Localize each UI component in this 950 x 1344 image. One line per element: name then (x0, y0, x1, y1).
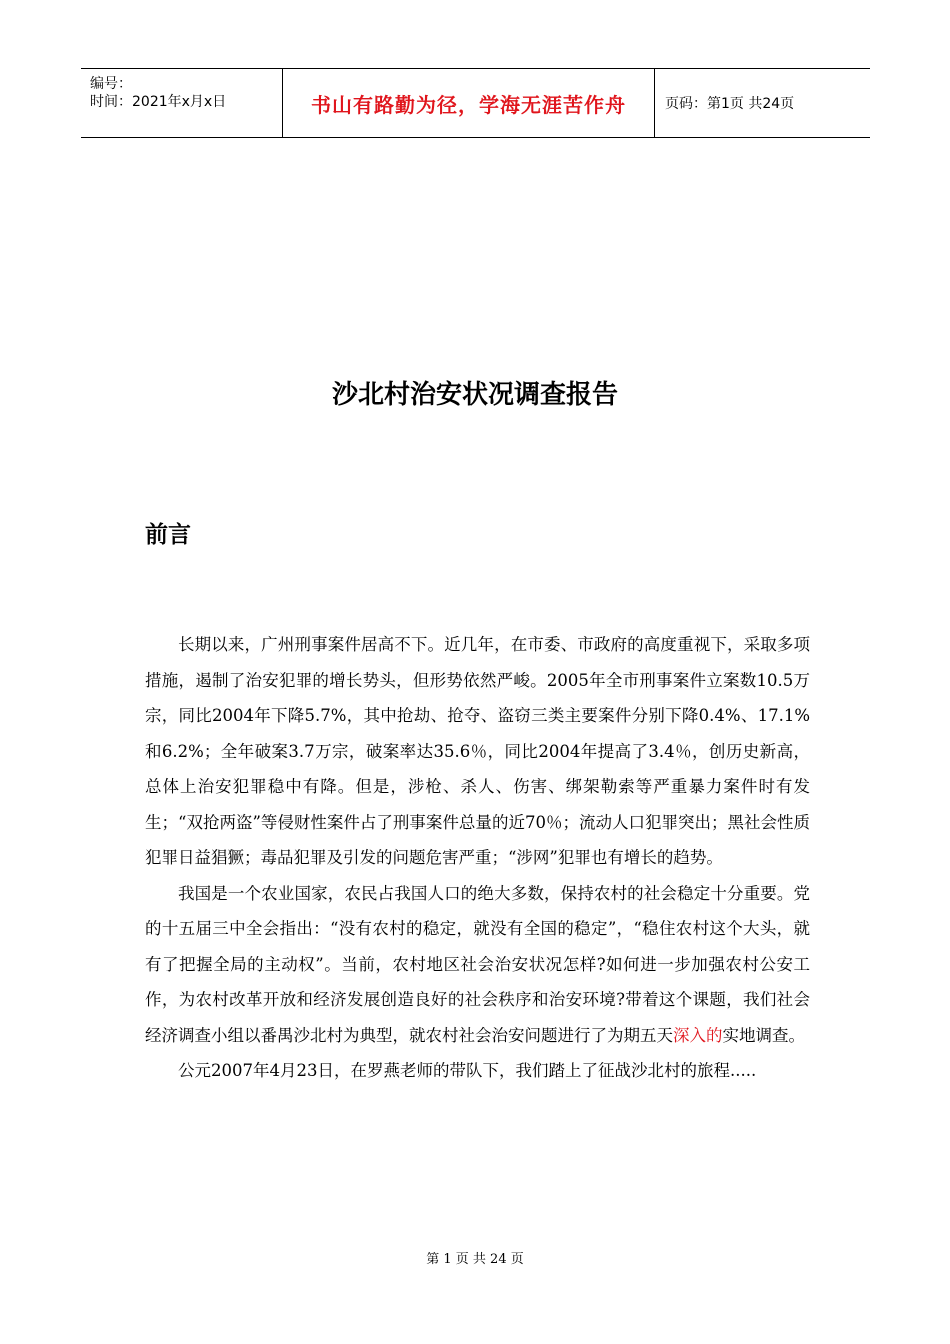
number-label: 编号： (90, 76, 132, 92)
paragraph-text: 我国是一个农业国家，农民占我国人口的绝大多数，保持农村的社会稳定十分重要。党的十五届三中全会指出：“没有农村的稳定，就没有全国的稳定”，“稳住农村这个大头，就有了把握全局的主动权”。当前，农村地区社会治安状况怎样?如何进一步加强农村公安工作，为农村改革开放和经济发展创造良好的社会秩序和治安环境?带着这个课题，我们社会经济调查小组以番禺沙北村为典型，就农村社会治安问题进行了为期五天 (145, 883, 810, 1045)
date-line: 时间：2021年x月x日 (90, 94, 227, 110)
highlighted-text: 深入的 (673, 1025, 723, 1045)
section-heading: 前言 (145, 522, 191, 548)
paragraph: 长期以来，广州刑事案件居高不下。近几年，在市委、市政府的高度重视下，采取多项措施，遏制了治安犯罪的增长势头，但形势依然严峻。2005年全市刑事案件立案数10.5万宗，同比2004年下降5.7%，其中抢劫、抢夺、盗窃三类主要案件分别下降0.4%、17.1%和6.2%；全年破案3.7万宗，破案率达35.6％，同比2004年提高了3.4％，创历史新高，总体上治安犯罪稳中有降。但是，涉枪、杀人、伤害、绑架勒索等严重暴力案件时有发生；“双抢两盗”等侵财性案件占了刑事案件总量的近70％；流动人口犯罪突出；黑社会性质犯罪日益猖獗；毒品犯罪及引发的问题危害严重；“涉网”犯罪也有增长的趋势。 (145, 635, 810, 867)
header-motto: 书山有路勤为径，学海无涯苦作舟 (311, 92, 626, 117)
header-table (81, 68, 870, 138)
document-body (145, 627, 810, 1089)
header-divider (654, 69, 655, 137)
document-title: 沙北村治安状况调查报告 (331, 380, 618, 410)
header-page-info: 页码：第1页 共24页 (665, 96, 795, 112)
page-footer: 第 1 页 共 24 页 (426, 1252, 524, 1267)
paragraph (145, 876, 810, 1054)
header-meta-cell (81, 69, 282, 137)
paragraph: 公元2007年4月23日，在罗燕老师的带队下，我们踏上了征战沙北村的旅程..... (178, 1061, 757, 1080)
paragraph-text: 实地调查。 (722, 1025, 805, 1045)
